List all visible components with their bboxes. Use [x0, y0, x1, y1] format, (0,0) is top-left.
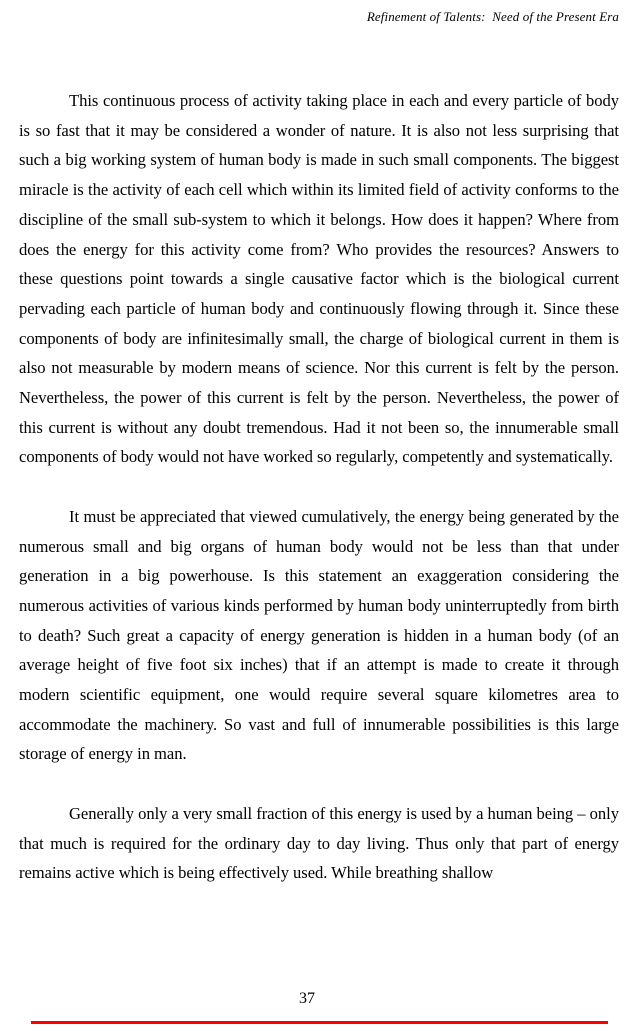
paragraph-2: It must be appreciated that viewed cumulatively, the energy being generated by the numerous small and big organs of human body would not be less than that under generation in a big powerhouse. Is this statement an exaggeration considering the numerous activities of various kinds performed by human body uninterruptedly from birth to death? Such great a capacity of energy generation is hidden in a human body (of an average height of five foot six inches) that if an attempt is made to create it through modern scientific equipment, one would require several square kilometres area to accommodate the machinery. So vast and full of innumerable possibilities is this large storage of energy in man. [19, 506, 619, 764]
paragraph-1: This continuous process of activity taking place in each and every particle of body is so fast that it may be considered a wonder of nature. It is also not less surprising that such a big working system of human body is made in such small components. The biggest miracle is the activity of each cell which within its limited field of activity conforms to the discipline of the small sub-system to which it belongs. How does it happen? Where from does the energy for this activity come from? Who provides the resources? Answers to these questions point towards a single causative factor which is the biological current pervading each particle of human body and continuously flowing through it. Since these components of body are infinitesimally small, the charge of biological current in them is also not measurable by modern means of science. Nor this current is felt by the person. Nevertheless, the power of this current is felt by the person. Nevertheless, the power of this current is without any doubt tremendous. Had it not been so, the innumerable small components of body would not have worked so regularly, competently and systematically. [19, 91, 619, 467]
page-number: 37 [299, 990, 315, 1007]
paragraph-3: Generally only a very small fraction of this energy is used by a human being – only that much is required for the ordinary day to day living. Thus only that part of energy remains active which is being effectively used. While breathing shallow [19, 803, 619, 883]
body-text [19, 86, 619, 918]
running-header: Refinement of Talents: Need of the Present Era [366, 9, 619, 24]
footer-rule-divider [31, 1021, 608, 1024]
